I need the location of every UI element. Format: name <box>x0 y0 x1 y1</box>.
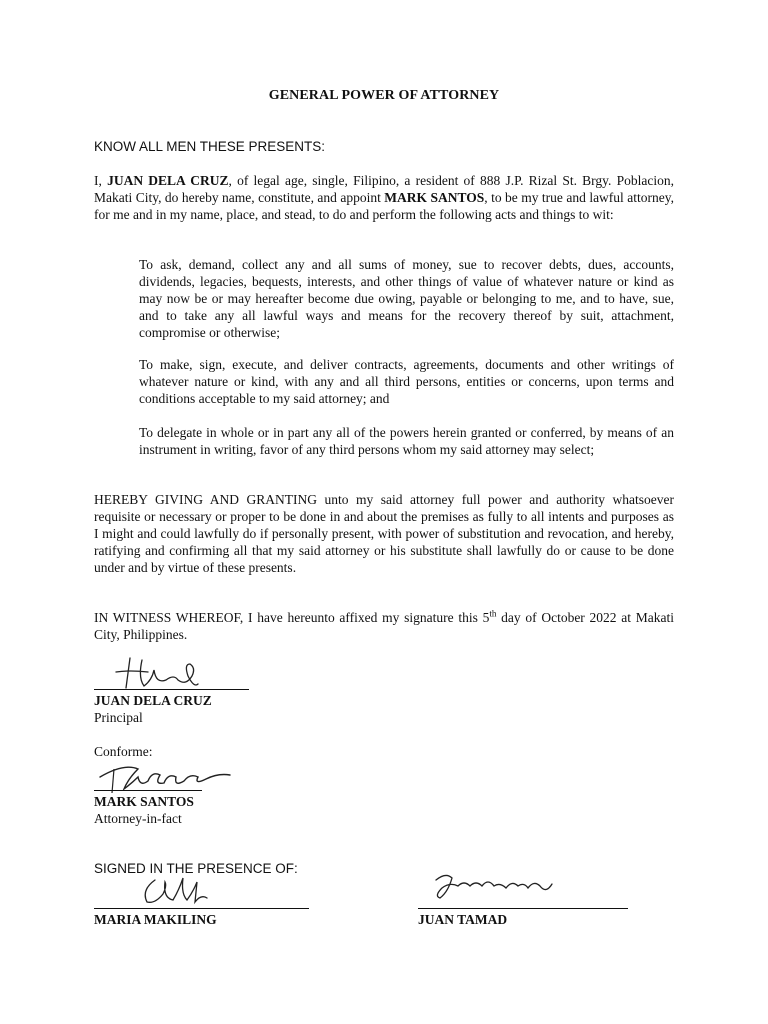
witness-post: day of October 2022 at Makati City, Philippines. <box>94 610 674 642</box>
intro-post: , to be my true and lawful attorney, for me and in my name, place, and stead, to do and perform the following acts and things to wit: <box>94 190 674 222</box>
witness-paragraph <box>94 609 674 643</box>
attorney-name-inline: MARK SANTOS <box>384 190 485 205</box>
witness-2-signature-line <box>418 908 628 909</box>
witness-2-name: JUAN TAMAD <box>418 912 508 927</box>
salutation: KNOW ALL MEN THESE PRESENTS: <box>94 139 326 154</box>
witness-pre: IN WITNESS WHEREOF, I have hereunto affixed my signature this 5 <box>94 610 490 625</box>
power-item-3: To delegate in whole or in part any all of the powers herein granted or conferred, by means of an instrument in writing, favor of any third persons whom my said attorney may select; <box>139 425 674 457</box>
attorney-name: MARK SANTOS <box>94 794 194 809</box>
presence-label: SIGNED IN THE PRESENCE OF: <box>94 861 298 876</box>
witness-1-signature <box>135 872 220 910</box>
conforme-label: Conforme: <box>94 744 153 759</box>
attorney-role: Attorney-in-fact <box>94 811 182 826</box>
witness-1-signature-line <box>94 908 309 909</box>
intro-mid: , of legal age, single, Filipino, a resident of 888 J.P. Rizal St. Brgy. Poblacion, Makati City, do hereby name, constitute, and appoint <box>94 173 674 205</box>
intro-pre: I, <box>94 173 108 188</box>
power-item-1: To ask, demand, collect any and all sums of money, sue to recover debts, dues, accounts, dividends, legacies, bequests, interests, and other things of value of whatever nature or kind as may now be or may hereafter become due owing, payable or belonging to me, and to have, sue, and to take any all lawful ways and means for the recovery thereof by suit, attachment, compromise or otherwise; <box>139 257 674 340</box>
principal-role: Principal <box>94 710 143 725</box>
witness-ordinal: th <box>489 608 497 619</box>
power-item-2: To make, sign, execute, and deliver contracts, agreements, documents and other writings of whatever nature or kind, with any and all third persons, entities or concerns, upon terms and conditions acceptable to my said attorney; and <box>139 357 674 406</box>
principal-name-inline: JUAN DELA CRUZ <box>107 173 229 188</box>
principal-signature <box>108 650 218 692</box>
granting-paragraph: HEREBY GIVING AND GRANTING unto my said attorney full power and authority whatsoever requisite or necessary or proper to be done in and about the premises as fully to all intents and purposes as I might and could lawfully do if personally present, with power of substitution and revocation, and hereby, ratifying and confirming all that my said attorney or his substitute shall lawfully do or cause to be done under and by virtue of these presents. <box>94 492 674 575</box>
intro-paragraph <box>94 172 674 223</box>
document-title: GENERAL POWER OF ATTORNEY <box>268 88 500 103</box>
witness-2-signature <box>428 866 558 904</box>
principal-name: JUAN DELA CRUZ <box>94 693 212 708</box>
principal-signature-line <box>94 689 249 690</box>
attorney-signature-line <box>94 790 202 791</box>
witness-1-name: MARIA MAKILING <box>94 912 217 927</box>
